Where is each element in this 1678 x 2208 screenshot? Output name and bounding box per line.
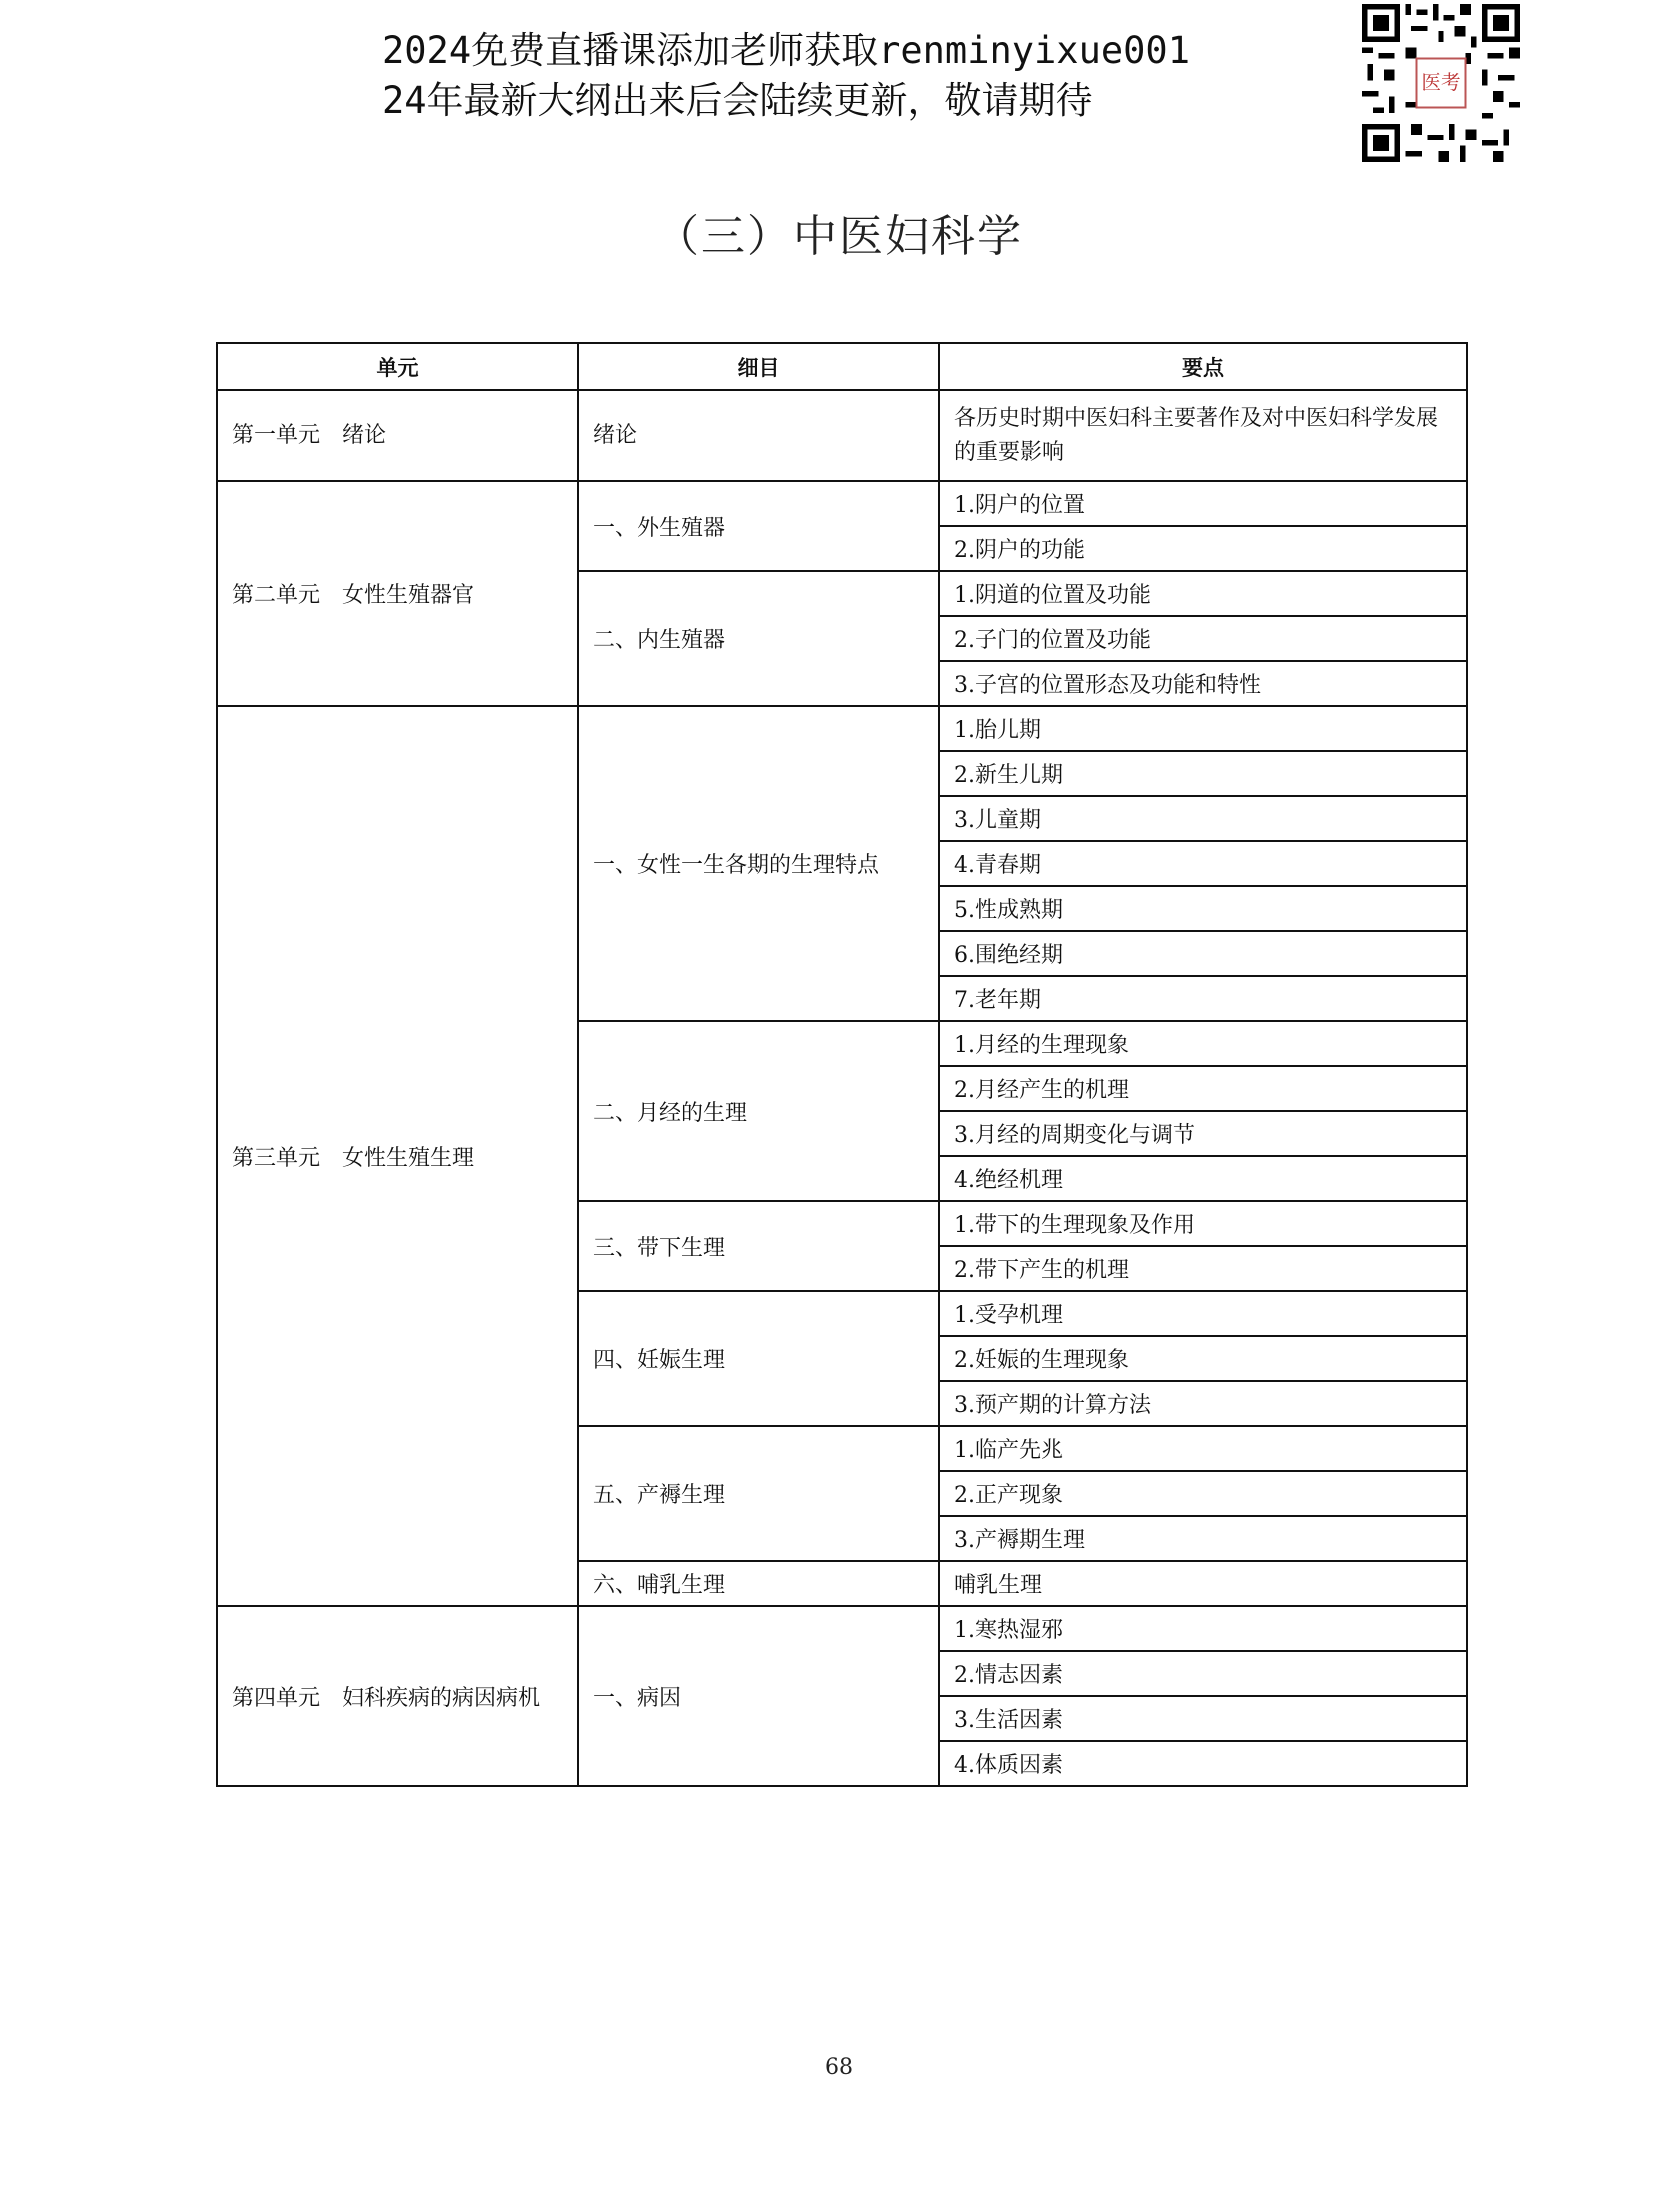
topic-cell: 一、女性一生各期的生理特点 bbox=[578, 706, 939, 1021]
topic-cell: 五、产褥生理 bbox=[578, 1426, 939, 1561]
point-cell: 2.带下产生的机理 bbox=[939, 1246, 1467, 1291]
point-cell: 2.新生儿期 bbox=[939, 751, 1467, 796]
point-cell: 3.产褥期生理 bbox=[939, 1516, 1467, 1561]
header-topic: 细目 bbox=[578, 343, 939, 390]
point-cell: 2.子门的位置及功能 bbox=[939, 616, 1467, 661]
point-cell: 4.绝经机理 bbox=[939, 1156, 1467, 1201]
point-cell: 1.阴道的位置及功能 bbox=[939, 571, 1467, 616]
point-cell: 1.寒热湿邪 bbox=[939, 1606, 1467, 1651]
table-header-row bbox=[217, 343, 1467, 390]
header-unit: 单元 bbox=[217, 343, 578, 390]
point-cell: 1.胎儿期 bbox=[939, 706, 1467, 751]
point-cell: 3.生活因素 bbox=[939, 1696, 1467, 1741]
syllabus-table bbox=[216, 342, 1468, 1787]
qr-code-icon bbox=[1362, 4, 1520, 162]
point-cell: 3.子宫的位置形态及功能和特性 bbox=[939, 661, 1467, 706]
point-cell: 1.阴户的位置 bbox=[939, 481, 1467, 526]
table-row bbox=[217, 390, 1467, 481]
topic-cell: 一、病因 bbox=[578, 1606, 939, 1786]
promo-line-1: 2024免费直播课添加老师获取renminyixue001 bbox=[382, 29, 1190, 72]
topic-cell: 二、内生殖器 bbox=[578, 571, 939, 706]
topic-cell: 一、外生殖器 bbox=[578, 481, 939, 571]
point-cell: 5.性成熟期 bbox=[939, 886, 1467, 931]
topic-cell: 二、月经的生理 bbox=[578, 1021, 939, 1201]
unit-cell: 第一单元 绪论 bbox=[217, 390, 578, 481]
point-cell: 6.围绝经期 bbox=[939, 931, 1467, 976]
topic-cell: 三、带下生理 bbox=[578, 1201, 939, 1291]
point-cell: 2.月经产生的机理 bbox=[939, 1066, 1467, 1111]
point-cell: 3.月经的周期变化与调节 bbox=[939, 1111, 1467, 1156]
page-number: 68 bbox=[825, 2055, 853, 2080]
qr-logo-label: 医考 bbox=[1421, 70, 1461, 94]
topic-cell: 四、妊娠生理 bbox=[578, 1291, 939, 1426]
topic-cell: 绪论 bbox=[578, 390, 939, 481]
point-cell: 2.妊娠的生理现象 bbox=[939, 1336, 1467, 1381]
point-cell: 1.月经的生理现象 bbox=[939, 1021, 1467, 1066]
point-cell: 1.带下的生理现象及作用 bbox=[939, 1201, 1467, 1246]
point-cell: 1.临产先兆 bbox=[939, 1426, 1467, 1471]
point-cell: 2.正产现象 bbox=[939, 1471, 1467, 1516]
unit-cell: 第三单元 女性生殖生理 bbox=[217, 706, 578, 1606]
point-cell: 各历史时期中医妇科主要著作及对中医妇科学发展的重要影响 bbox=[939, 390, 1467, 481]
point-cell: 7.老年期 bbox=[939, 976, 1467, 1021]
point-cell: 3.儿童期 bbox=[939, 796, 1467, 841]
point-cell: 3.预产期的计算方法 bbox=[939, 1381, 1467, 1426]
promo-banner bbox=[382, 26, 1190, 126]
page-title: （三）中医妇科学 bbox=[655, 211, 1023, 262]
promo-line-2: 24年最新大纲出来后会陆续更新，敬请期待 bbox=[382, 79, 1093, 122]
table-row bbox=[217, 481, 1467, 526]
table-row bbox=[217, 706, 1467, 751]
topic-cell: 六、哺乳生理 bbox=[578, 1561, 939, 1606]
point-cell: 哺乳生理 bbox=[939, 1561, 1467, 1606]
point-cell: 1.受孕机理 bbox=[939, 1291, 1467, 1336]
point-cell: 4.青春期 bbox=[939, 841, 1467, 886]
point-cell: 2.情志因素 bbox=[939, 1651, 1467, 1696]
unit-cell: 第四单元 妇科疾病的病因病机 bbox=[217, 1606, 578, 1786]
table-row bbox=[217, 1606, 1467, 1651]
point-cell: 4.体质因素 bbox=[939, 1741, 1467, 1786]
point-cell: 2.阴户的功能 bbox=[939, 526, 1467, 571]
header-points: 要点 bbox=[939, 343, 1467, 390]
unit-cell: 第二单元 女性生殖器官 bbox=[217, 481, 578, 706]
